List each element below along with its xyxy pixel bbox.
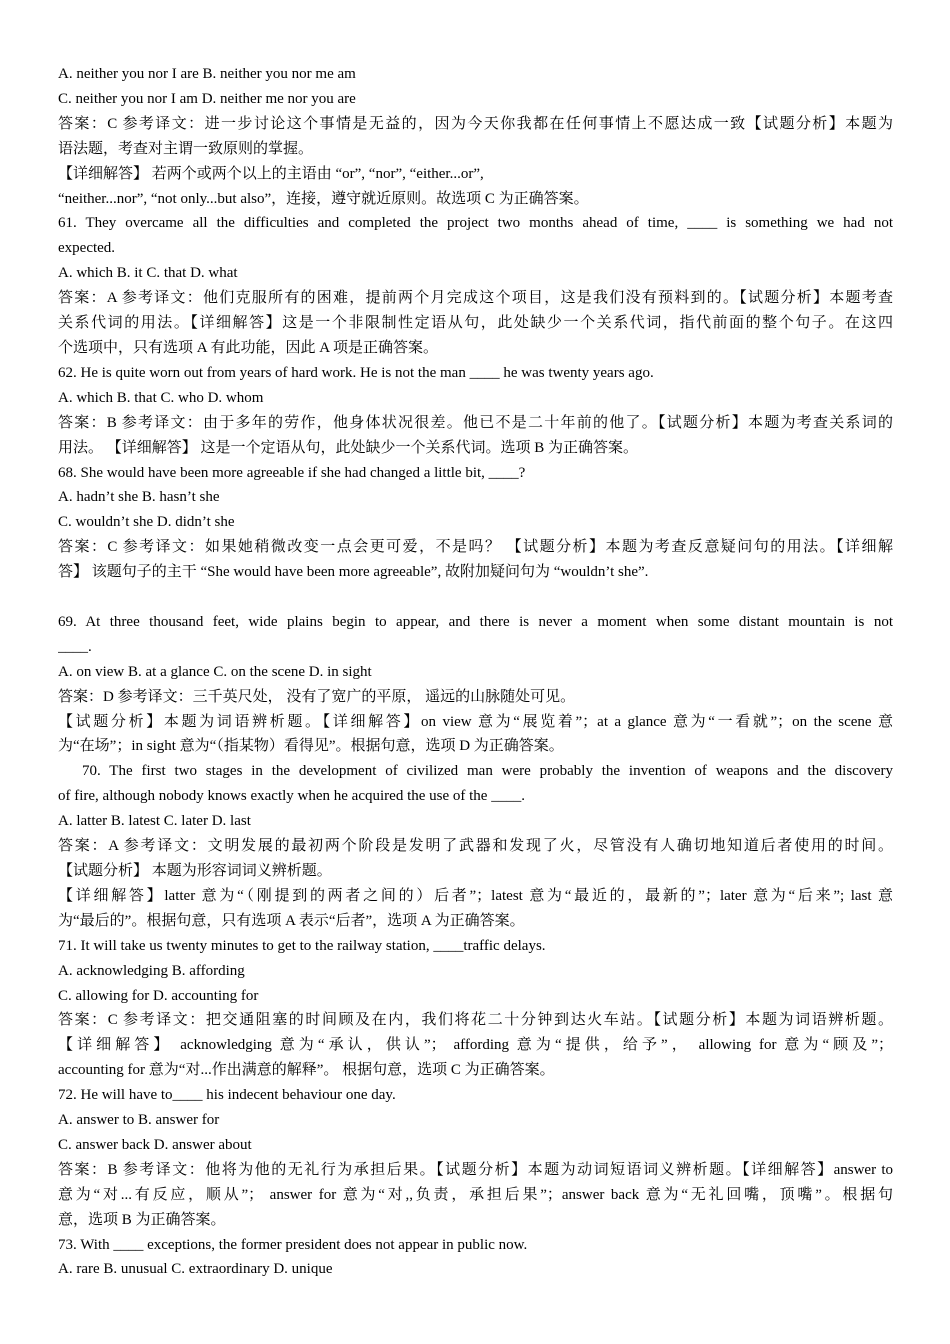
question-70: 70. The first two stages in the development of civilized man were probably the invention of weapons and the discovery [82, 763, 893, 780]
option-line: A. which B. that C. who D. whom [58, 389, 264, 406]
question-61: 61. They overcame all the difficulties and completed the project two months ahead of time, ____ is something we had not [58, 215, 893, 232]
explanation-line: “neither...nor”, “not only...but also”，连接，遵守就近原则。故选项 C 为正确答案。 [58, 190, 589, 207]
answer-line: 答案：D 参考译文：三千英尺处， 没有了宽广的平原， 遥远的山脉随处可见。 [58, 688, 576, 705]
question-line: of fire, although nobody knows exactly when he acquired the use of the ____. [58, 788, 525, 805]
option-line: A. neither you nor I are B. neither you nor me am [58, 66, 356, 82]
explanation-line: 【详细解答】 若两个或两个以上的主语由 “or”, “nor”, “either...or”, [58, 165, 484, 182]
question-72: 72. He will have to____ his indecent behaviour one day. [58, 1087, 396, 1104]
question-62: 62. He is quite worn out from years of hard work. He is not the man ____ he was twenty years ago. [58, 364, 654, 381]
explanation-line: 【详细解答】 acknowledging 意为“承认，供认”； affording 意为“提供，给予”， allowing for 意为“顾及”； [58, 1037, 893, 1054]
answer-line: 答案：C 参考译文：如果她稍微改变一点会更可爱，不是吗？ 【试题分析】本题为考查反意疑问句的用法。【详细解 [58, 539, 893, 556]
document-page [58, 62, 893, 1282]
question-73: 73. With ____ exceptions, the former president does not appear in public now. [58, 1236, 528, 1253]
option-line: A. answer to B. answer for [58, 1112, 220, 1129]
answer-line: 答案：C 参考译文：进一步讨论这个事情是无益的，因为今天你我都在任何事情上不愿达成一致【试题分析】本题为 [58, 115, 893, 132]
option-line: C. neither you nor I am D. neither me nor you are [58, 90, 356, 107]
option-line: A. which B. it C. that D. what [58, 265, 238, 282]
question-line: ____. [58, 638, 92, 655]
explanation-line: 意为“对...有反应，顺从”； answer for 意为“对,,负责，承担后果”；answer back 意为“无礼回嘴，顶嘴”。根据句 [58, 1186, 893, 1203]
explanation-line: accounting for 意为“对...作出满意的解释”。 根据句意，选项 C 为正确答案。 [58, 1062, 555, 1079]
answer-line: 答案：C 参考译文：把交通阻塞的时间顾及在内，我们将花二十分钟到达火车站。【试题分析】本题为词语辨析题。 [58, 1012, 893, 1029]
option-line: C. wouldn’t she D. didn’t she [58, 514, 235, 531]
explanation-line: 为“最后的”。根据句意，只有选项 A 表示“后者”，选项 A 为正确答案。 [58, 912, 525, 929]
explanation-line: 【试题分析】本题为词语辨析题。【详细解答】on view 意为“展览着”；at a glance 意为“一看就”；on the scene 意 [58, 713, 893, 730]
answer-line: 语法题，考查对主谓一致原则的掌握。 [58, 140, 314, 157]
answer-line: 答案：B 参考译文：他将为他的无礼行为承担后果。【试题分析】本题为动词短语词义辨析题。【详细解答】answer to [58, 1161, 893, 1178]
option-line: A. acknowledging B. affording [58, 962, 245, 979]
explanation-line: 【详细解答】latter 意为“（刚提到的两者之间的）后者”；latest 意为“最近的，最新的”；later 意为“后来”; last 意 [58, 887, 893, 904]
answer-line: 关系代词的用法。【详细解答】这是一个非限制性定语从句，此处缺少一个关系代词，指代前面的整个句子。在这四 [58, 315, 893, 332]
option-line: A. on view B. at a glance C. on the scene D. in sight [58, 663, 372, 680]
answer-line: 用法。 【详细解答】 这是一个定语从句，此处缺少一个关系代词。选项 B 为正确答案。 [58, 439, 639, 456]
option-line: C. answer back D. answer about [58, 1136, 252, 1153]
answer-line: 答案：A 参考译文：他们克服所有的困难，提前两个月完成这个项目，这是我们没有预料到的。【试题分析】本题考查 [58, 290, 893, 307]
answer-line: 答】 该题句子的主干 “She would have been more agreeable”, 故附加疑问句为 “wouldn’t she”. [58, 564, 649, 581]
question-69: 69. At three thousand feet, wide plains begin to appear, and there is never a moment when some distant mountain is not [58, 613, 893, 630]
explanation-line: 意，选项 B 为正确答案。 [58, 1211, 226, 1228]
option-line: A. hadn’t she B. hasn’t she [58, 489, 220, 506]
answer-line: 答案：A 参考译文：文明发展的最初两个阶段是发明了武器和发现了火，尽管没有人确切地知道后者使用的时间。 [58, 838, 893, 855]
question-line: expected. [58, 240, 116, 257]
answer-line: 个选项中，只有选项 A 有此功能，因此 A 项是正确答案。 [58, 339, 439, 356]
option-line: A. latter B. latest C. later D. last [58, 813, 251, 830]
question-71: 71. It will take us twenty minutes to get to the railway station, ____traffic delays. [58, 937, 546, 954]
option-line: A. rare B. unusual C. extraordinary D. unique [58, 1261, 333, 1278]
explanation-line: 为“在场”；in sight 意为“（指某物）看得见”。根据句意，选项 D 为正确答案。 [58, 738, 564, 755]
blank-line [58, 585, 893, 610]
option-line: C. allowing for D. accounting for [58, 987, 259, 1004]
answer-line: 答案：B 参考译文：由于多年的劳作，他身体状况很差。他已不是二十年前的他了。【试题分析】本题为考查关系词的 [58, 414, 893, 431]
question-68: 68. She would have been more agreeable if she had changed a little bit, ____? [58, 464, 526, 481]
analysis-line: 【试题分析】 本题为形容词词义辨析题。 [58, 862, 332, 879]
